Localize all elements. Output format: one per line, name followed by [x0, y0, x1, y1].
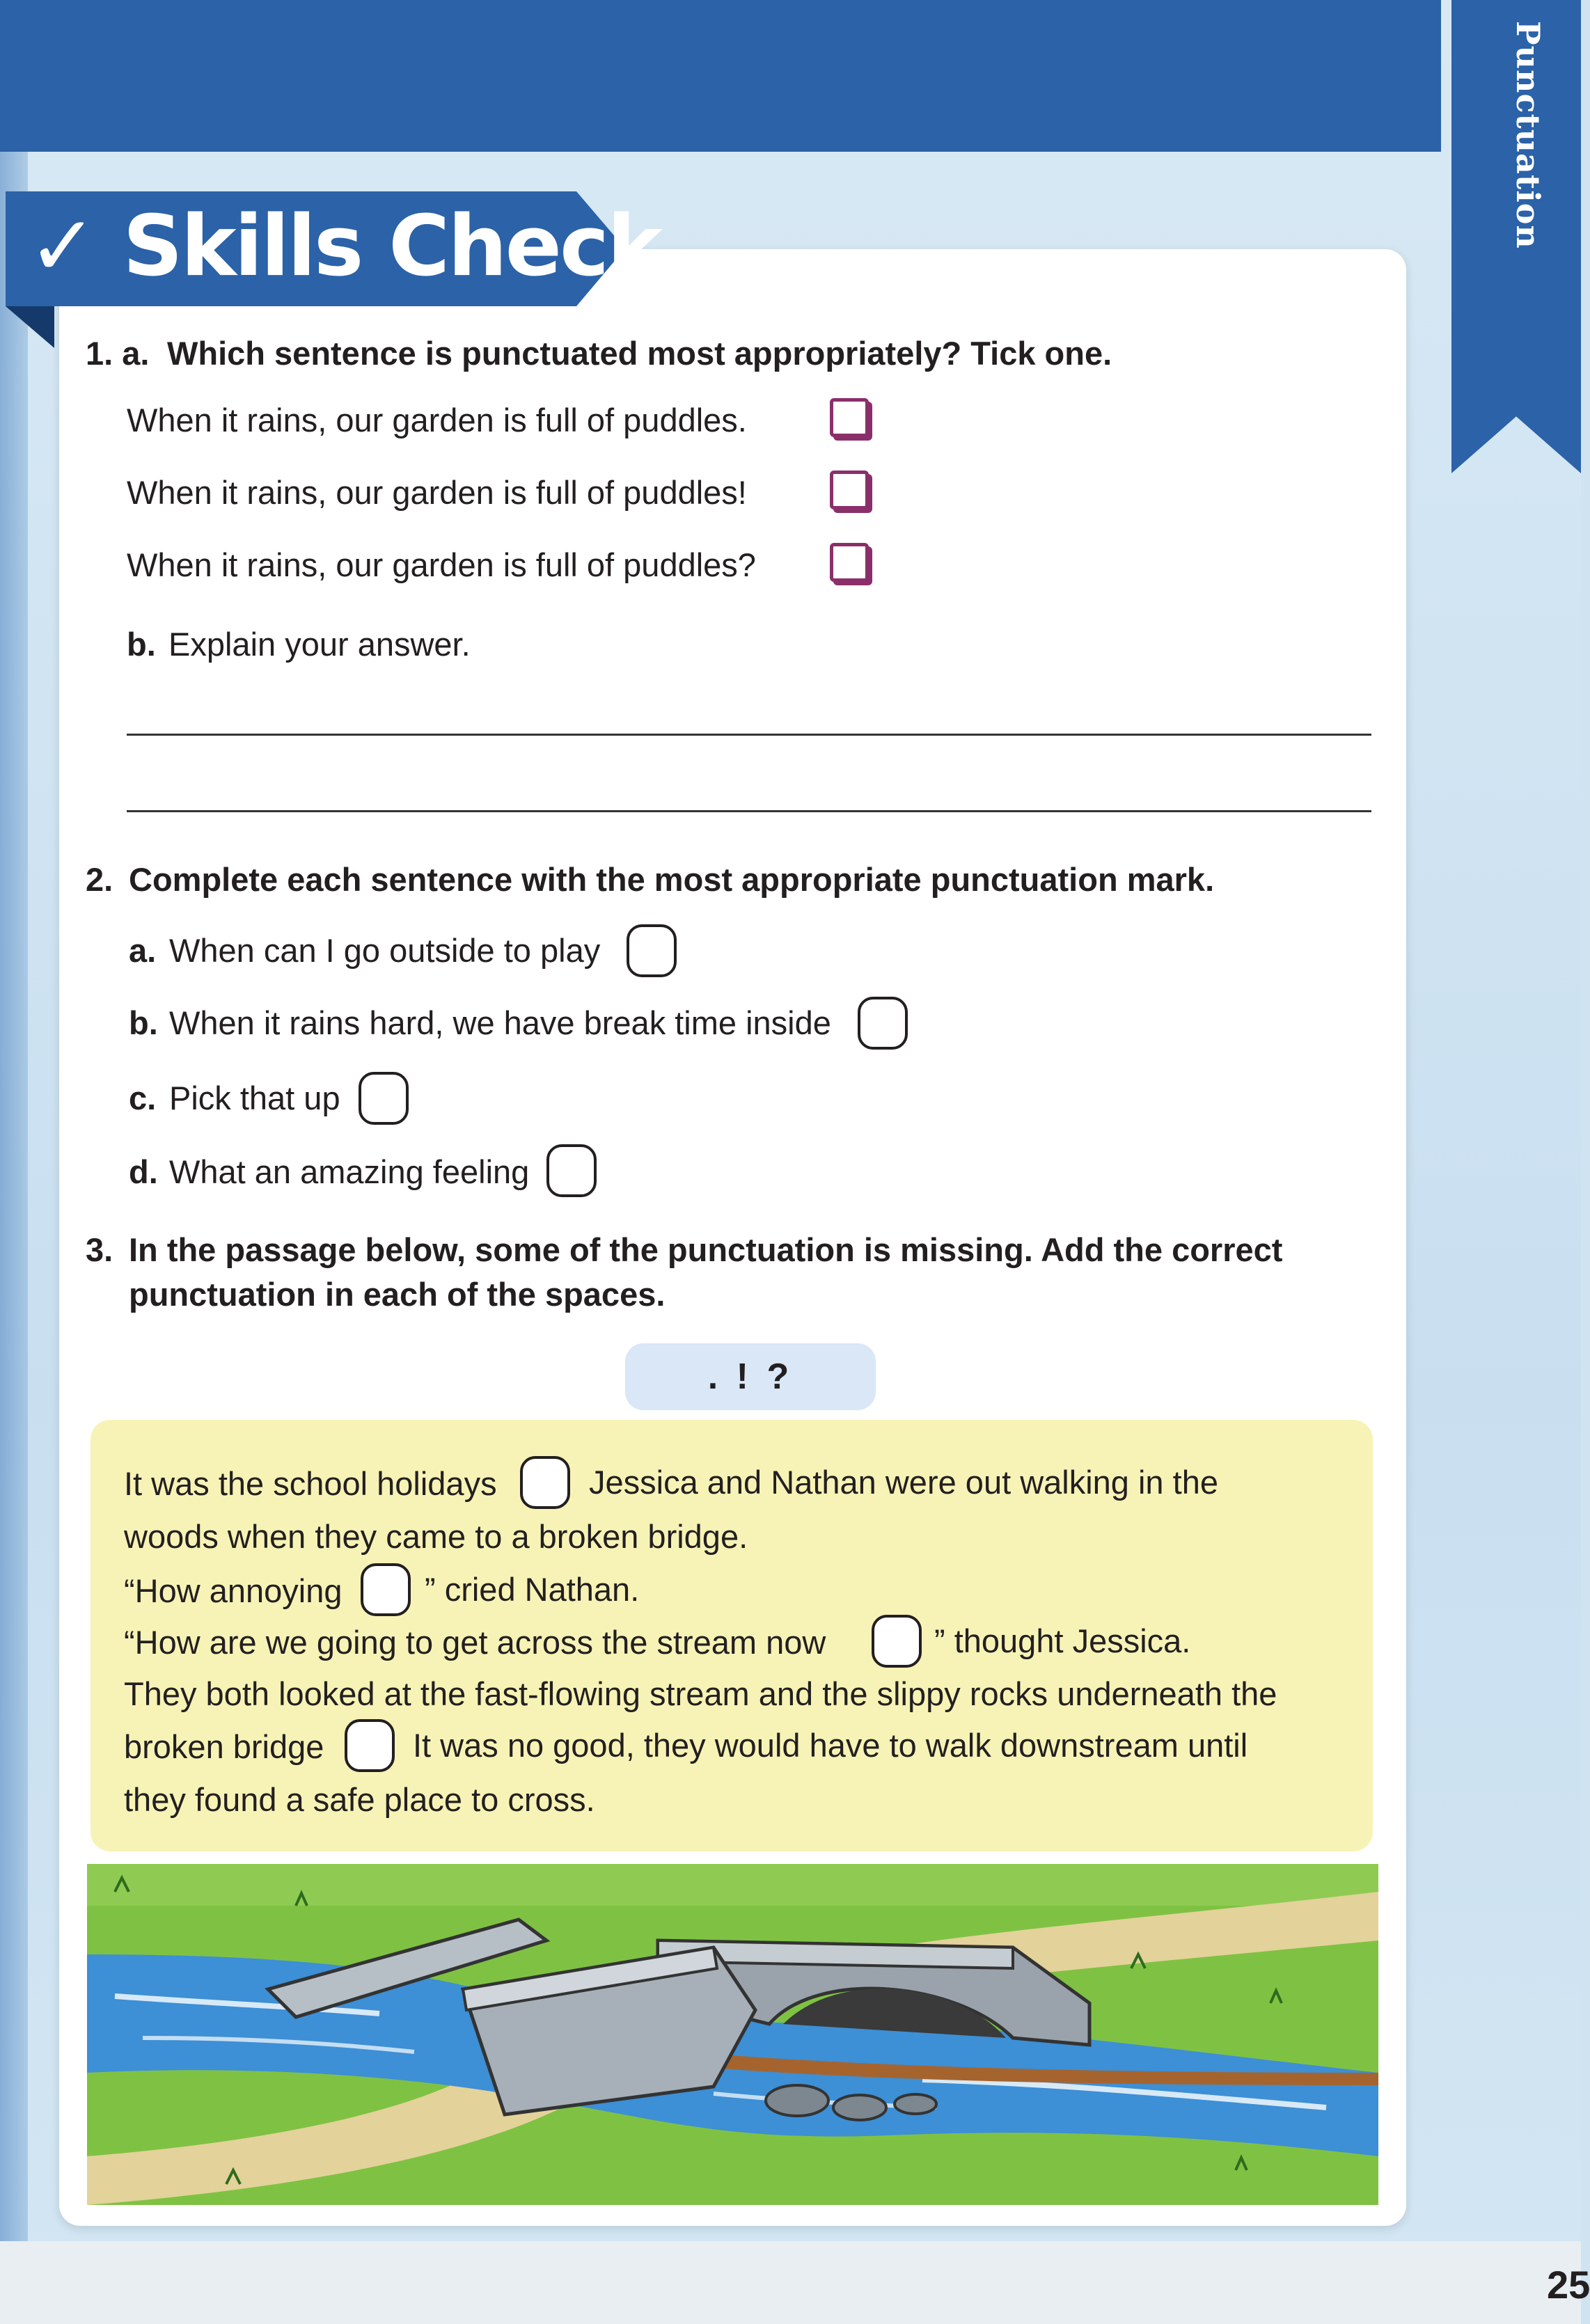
page-title: ✓ Skills Check [28, 198, 661, 295]
section-tab-label: Punctuation [1509, 21, 1547, 249]
q2a-label: a. [129, 932, 157, 969]
passage-line-7: they found a safe place to cross. [124, 1781, 595, 1818]
passage-line-6b: It was no good, they would have to walk downstream until [413, 1727, 1248, 1764]
answer-box-passage-3[interactable] [872, 1615, 922, 1668]
answer-box-q2d[interactable] [546, 1144, 597, 1197]
q2c-label: c. [129, 1080, 157, 1116]
q1-option-2: When it rains, our garden is full of puddles! [127, 474, 747, 511]
passage-line-3b: ” cried Nathan. [425, 1571, 640, 1608]
passage-line-1b: Jessica and Nathan were out walking in the [589, 1464, 1218, 1501]
passage-line-6a: broken bridge [124, 1728, 324, 1765]
q1b-label: b. [127, 626, 156, 663]
passage-line-4b: ” thought Jessica. [934, 1622, 1191, 1659]
tick-box-3[interactable] [830, 543, 869, 582]
q1-option-3: When it rains, our garden is full of puddles? [127, 546, 756, 583]
q2b-label: b. [129, 1004, 158, 1041]
q1-option-1: When it rains, our garden is full of puddles. [127, 402, 747, 438]
tick-box-1[interactable] [830, 398, 869, 437]
q3-prompt-line-2: punctuation in each of the spaces. [129, 1276, 666, 1313]
answer-box-q2b[interactable] [858, 997, 908, 1050]
page-number: 25 [1547, 2263, 1590, 2307]
q1-number: 1. a. [86, 335, 150, 372]
q2-prompt: Complete each sentence with the most appropriate punctuation mark. [129, 861, 1215, 898]
answer-box-passage-4[interactable] [345, 1719, 395, 1772]
q2-number: 2. [86, 861, 113, 898]
q2d-text: What an amazing feeling [169, 1153, 530, 1190]
q2d-label: d. [129, 1153, 158, 1190]
q3-prompt-line-1: In the passage below, some of the punctuation is missing. Add the correct [129, 1231, 1283, 1268]
answer-line-1[interactable] [127, 734, 1371, 736]
passage-line-3a: “How annoying [124, 1572, 343, 1609]
q1-prompt: Which sentence is punctuated most appropriately? Tick one. [167, 335, 1112, 372]
q2c-text: Pick that up [169, 1080, 340, 1116]
q1b-prompt: Explain your answer. [168, 626, 471, 663]
broken-bridge-illustration [87, 1864, 1378, 2205]
passage-line-4a: “How are we going to get across the stream now [124, 1624, 826, 1661]
header-band [0, 0, 1441, 152]
answer-line-2[interactable] [127, 810, 1371, 812]
page-bottom-edge [0, 2241, 1581, 2324]
answer-box-q2a[interactable] [627, 924, 677, 977]
q2b-text: When it rains hard, we have break time inside [169, 1004, 831, 1041]
page-spine-shadow [0, 0, 28, 2324]
punctuation-marks-bank: . ! ? [625, 1343, 876, 1410]
answer-box-q2c[interactable] [359, 1072, 409, 1125]
q2a-text: When can I go outside to play [169, 932, 601, 969]
answer-box-passage-2[interactable] [361, 1563, 411, 1616]
q3-number: 3. [86, 1231, 113, 1268]
tick-box-2[interactable] [830, 471, 869, 509]
passage-line-1a: It was the school holidays [124, 1465, 497, 1502]
passage-line-5: They both looked at the fast-flowing stream and the slippy rocks underneath the [124, 1675, 1277, 1712]
answer-box-passage-1[interactable] [520, 1456, 570, 1509]
passage-line-2: woods when they came to a broken bridge. [124, 1518, 748, 1555]
